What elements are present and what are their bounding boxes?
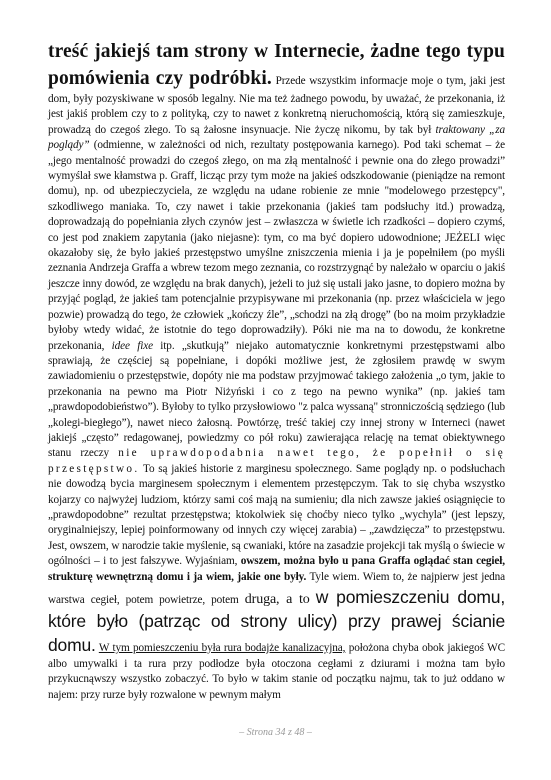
document-body — [48, 38, 505, 703]
heading-text: treść jakiejś tam strony w Internecie, żadne tego typu pomówienia czy podróbki. — [48, 41, 505, 89]
text-run: Przede wszystkim informacje moje o tym, jaki jest dom, były pozyskiwane w sposób legalny. Nie ma też żadnego powodu, by uważać, że przekonania, iż jest jakiś problem czy to z polityką, czy to nawet z konkretną nieruchomością, którą się zamieszkuje, prowadzą do czegoś złego. To są żałosne insynuacje. Nie życzę nikomu, by tak był — [48, 75, 505, 136]
text-run: położona chyba obok jakiegoś WC albo umywalki i ta rura przy podłodze była otoczona cegłami z dziurami i można tam było przykucnąwszy wszystko zobaczyć. To było w takim stanie od początku najmu, tak to już oddano w najem: przy rurze były rozwalone w pewnym małym — [48, 642, 505, 701]
medium-text-run: druga, a to — [244, 592, 310, 607]
spaced-text-run: nie uprawdopodabnia nawet tego, że popełnił o się przestępstwo. — [48, 447, 505, 475]
text-run: (odmienne, w zależności od nich, rezultaty postępowania karnego). Pod taki schemat – że „jego mentalność prowadzi do czegoś złego, on ma złą mentalność i pewnie ona do złego prowadzi” wymyślał swe kłamstwa p. Graff, licząc przy tym może na jakieś odszkodowanie (pieniądze na remont domu), np. od ubezpieczyciela, ze względu na udane robienie ze mnie "modelowego przestępcy", szkodliwego maniaka. To, czy nawet i takie przekonania (jakieś tam podsłuchy itd.) prowadzą, doprowadzają do popełniania złych czynów jest – zwłaszcza w świetle ich rzadkości – dopiero czymś, co jest pod znakiem zapytania (jako niejasne): tym, co ma być dopiero udowodnione; JEŻELI więc okazałoby się, że było jakieś przestępstwo umyślne zniszczenia mienia i ja je popełniłem (po myśli zeznania Andrzeja Graffa a wbrew tezom mego zeznania, co rozstrzygnąć by należało w oparciu o jakiś jeszcze inny dowód, ze względu na brak danych), jeżeli to już się ustali jako jasne, to dopiero można by przyjąć pogląd, że jakieś tam potencjalnie przypisywane mi przekonania (np. przez właściciela w jego pozwie) prowadzą do tego, że człowiek „kończy źle”, „schodzi na złą drogę” (bo na moim przykładzie byłoby wtedy widać, że istotnie do tego doprowadziły). Póki nie ma na to dowodu, że konkretne przekonania, — [48, 139, 506, 352]
text-run: Tyle wiem. Wiem to, że najpierw jest jedna warstwa cegieł, potem powietrze, potem — [48, 570, 505, 606]
text-run: itp. „skutkują” niejako automatycznie konkretnymi przestępstwami albo sprawiają, że częściej są popełniane, i dopóki możliwe jest, że zgłosiłem prawdę w swym zawiadomieniu o przestępstwie, dopóty nie ma podstaw przyjmować takiego założenia „o tym, jakie to przekonania na pewno ma Piotr Niżyński i co z tego na pewno wynika” (np. jakieś tam „prawdopodobieństwo”). Byłoby to tylko przysłowiowo "z palca wyssaną" stronniczością sędziego (lub „kolegi-biegłego”), nawet nieco żałosną. Powtórzę, treść takiej czy innej strony w Interneci (nawet jakiejś „często” redagowanej, powiedzmy co pół roku) zawierająca relację na temat obiektywnego stanu rzeczy — [48, 339, 505, 460]
body-paragraph — [48, 38, 505, 703]
italic-text-run: idee fixe — [111, 339, 153, 352]
text-run: To są jakieś historie z marginesu społecznego. Same poglądy np. o podsłuchach nie dowodzą bycia marginesem społecznym i elementem przestępczym. Tak to się chyba wszystko kojarzy co najwyżej ludziom, którzy sami coś mają na sumieniu; dla nich zawsze jakieś osiągnięcie to „prawdopodobne” rezultat przestępstwa; ktokolwiek się choćby nieco tylko „wychyla” (jest lepszy, oryginalniejszy, lepiej poinformowany od innych czy więcej zarabia) – „zawdzięcza” to przestępstwu. Jest, owszem, w narodzie takie myślenie, są cwaniaki, które na zasadzie projekcji tak myślą o świecie w ogólności – i to jest fałszywe. Wyjaśniam, — [48, 462, 505, 568]
page-footer: – Strona 34 z 48 – — [239, 727, 312, 738]
italic-text-run: traktowany „za poglądy” — [48, 123, 505, 152]
underlined-text-run: W tym pomieszczeniu była rura bodajże kanalizacyjna, — [98, 642, 346, 654]
large-text-run: w pomieszczeniu domu, które było (patrząc od strony ulicy) przy prawej ścianie domu. — [48, 587, 505, 655]
bold-text-run: owszem, można było u pana Graffa oglądać stan cegieł, strukturę wewnętrzną domu i ja wiem, jakie one były. — [48, 555, 505, 583]
